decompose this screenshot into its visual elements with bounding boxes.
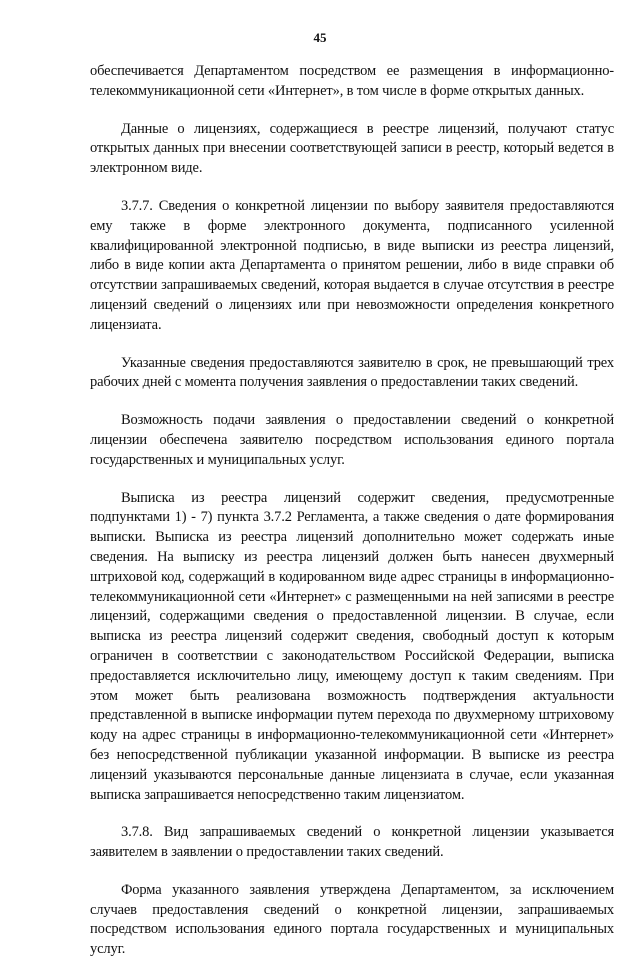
page-number: 45 — [313, 30, 327, 45]
paragraph-registry-extract: Выписка из реестра лицензий содержит сведения, предусмотренные подпунктами 1) - 7) пункта 3.7.2 Регламента, а также сведения о дате формирования выписки. Выписка из реестра лицензий дополнительно может содержать иные сведения. На выписку из реестра лицензий должен быть нанесен двухмерный штриховой код, содержащий в кодированном виде адрес страницы в информационно-телекоммуникационной сети «Интернет» с размещенными на ней записями в реестре лицензий, содержащими сведения о предоставленной лицензии. В случае, если выписка из реестра лицензий содержит сведения, свободный доступ к которым ограничен в соответствии с законодательством Российской Федерации, выписка предоставляется исключительно лицу, имеющему доступ к таким сведениям. При этом может быть реализована возможность подтверждения актуальности представленной в выписке информации путем перехода по двухмерному штриховому коду на адрес страницы в информационно-телекоммуникационной сети «Интернет» без непосредственной публикации указанной информации. В выписке из реестра лицензий указываются персональные данные лицензиата в случае, если указанная выписка запрашивается непосредственно таким лицензиатом. — [90, 489, 614, 803]
paragraph-portal-submission: Возможность подачи заявления о предоставлении сведений о конкретной лицензии обеспечена заявителю посредством использования единого портала государственных и муниципальных услуг. — [90, 412, 614, 468]
paragraph-open-data: Данные о лицензиях, содержащиеся в реестре лицензий, получают статус открытых данных при внесении соответствующей записи в реестр, который ведется в электронном виде. — [90, 120, 614, 177]
paragraph-continuation: обеспечивается Департаментом посредством ее размещения в информационно-телекоммуникационной сети «Интернет», в том числе в форме открытых данных. — [90, 63, 614, 99]
paragraph-deadline: Указанные сведения предоставляются заявителю в срок, не превышающий трех рабочих дней с момента получения заявления о предоставлении таких сведений. — [90, 354, 614, 391]
paragraph-3-7-7: 3.7.7. Сведения о конкретной лицензии по выбору заявителя предоставляются ему также в форме электронного документа, подписанного усиленной квалифицированной электронной подписью, в виде выписки из реестра лицензий, либо в виде копии акта Департамента о принятом решении, либо в виде справки об отсутствии запрашиваемых сведений, которая выдается в случае отсутствия в реестре лицензий сведений о лицензиях или при невозможности определения конкретного лицензиата. — [90, 197, 614, 333]
paragraph-3-7-8: 3.7.8. Вид запрашиваемых сведений о конкретной лицензии указывается заявителем в заявлении о предоставлении таких сведений. — [90, 824, 614, 861]
document-body — [90, 62, 614, 978]
paragraph-application-form: Форма указанного заявления утверждена Департаментом, за исключением случаев предоставления сведений о конкретной лицензии, запрашиваемых посредством использования единого портала государственных и муниципальных услуг. — [90, 881, 614, 958]
